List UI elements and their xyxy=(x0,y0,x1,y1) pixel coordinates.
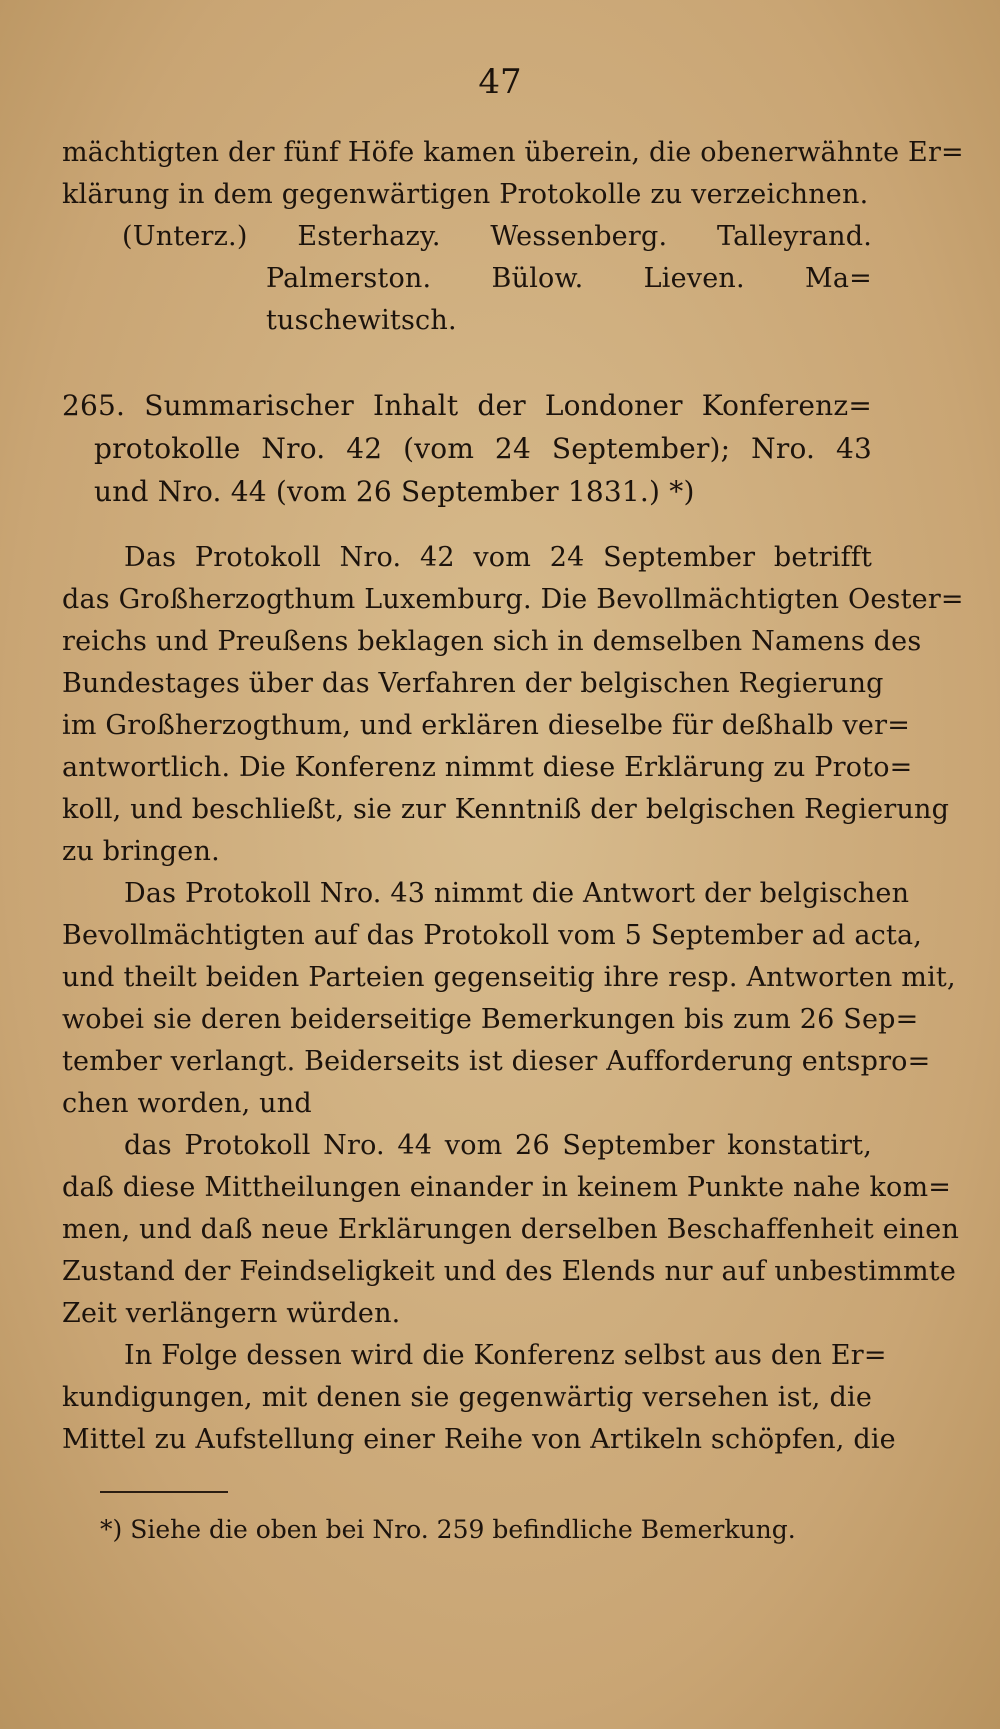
text-line: daß diese Mittheilungen einander in keinem Punkte nahe kom= xyxy=(62,1172,952,1203)
footnote-divider xyxy=(100,1491,228,1493)
text-line: kundigungen, mit denen sie gegenwärtig versehen ist, die xyxy=(62,1382,872,1413)
text-line: das Großherzogthum Luxemburg. Die Bevollmächtigten Oester= xyxy=(62,584,964,615)
text-line: das Protokoll Nro. 44 vom 26 September konstatirt, xyxy=(124,1130,872,1161)
text-line: mächtigten der fünf Höfe kamen überein, die obenerwähnte Er= xyxy=(62,137,964,168)
text-line: reichs und Preußens beklagen sich in demselben Namens des xyxy=(62,626,922,657)
text-line: Das Protokoll Nro. 43 nimmt die Antwort der belgischen xyxy=(124,878,910,909)
text-line: klärung in dem gegenwärtigen Protokolle zu verzeichnen. xyxy=(62,179,869,210)
text-line: Zustand der Feindseligkeit und des Elends nur auf unbestimmte xyxy=(62,1256,957,1287)
text-line: In Folge dessen wird die Konferenz selbst aus den Er= xyxy=(124,1340,887,1371)
text-line: wobei sie deren beiderseitige Bemerkungen bis zum 26 Sep= xyxy=(62,1004,919,1035)
page-number: 47 xyxy=(478,62,522,102)
text-line: men, und daß neue Erklärungen derselben Beschaffenheit einen xyxy=(62,1214,960,1245)
text-line: im Großherzogthum, und erklären dieselbe für deßhalb ver= xyxy=(62,710,911,741)
heading-line: protokolle Nro. 42 (vom 24 September); Nro. 43 xyxy=(94,432,872,465)
text-line: zu bringen. xyxy=(62,836,220,867)
text-line: chen worden, und xyxy=(62,1088,312,1119)
heading-line: und Nro. 44 (vom 26 September 1831.) *) xyxy=(94,475,695,508)
heading-line: 265. Summarischer Inhalt der Londoner Konferenz= xyxy=(62,389,872,422)
section-heading xyxy=(62,384,872,513)
paragraph xyxy=(62,1335,896,1461)
signature-line: tuschewitsch. xyxy=(266,305,457,336)
paragraph xyxy=(62,873,956,1125)
text-line: antwortlich. Die Konferenz nimmt diese Erklärung zu Proto= xyxy=(62,752,913,783)
text-line: Bevollmächtigten auf das Protokoll vom 5 September ad acta, xyxy=(62,920,923,951)
signature-line: (Unterz.) Esterhazy. Wessenberg. Talleyrand. xyxy=(122,221,872,252)
text-line: tember verlangt. Beiderseits ist dieser Aufforderung entspro= xyxy=(62,1046,931,1077)
text-line: Das Protokoll Nro. 42 vom 24 September betrifft xyxy=(124,542,872,573)
text-line: und theilt beiden Parteien gegenseitig ihre resp. Antworten mit, xyxy=(62,962,956,993)
text-line: Zeit verlängern würden. xyxy=(62,1298,401,1329)
footnote: *) Siehe die oben bei Nro. 259 befindliche Bemerkung. xyxy=(100,1515,796,1544)
text-line: Mittel zu Aufstellung einer Reihe von Artikeln schöpfen, die xyxy=(62,1424,896,1455)
signature-line: Palmerston. Bülow. Lieven. Ma= xyxy=(266,263,872,294)
text-line: Bundestages über das Verfahren der belgischen Regierung xyxy=(62,668,884,699)
text-line: koll, und beschließt, sie zur Kenntniß der belgischen Regierung xyxy=(62,794,950,825)
paragraph xyxy=(62,1125,960,1335)
page-body xyxy=(62,132,964,1461)
paragraph xyxy=(62,537,964,873)
